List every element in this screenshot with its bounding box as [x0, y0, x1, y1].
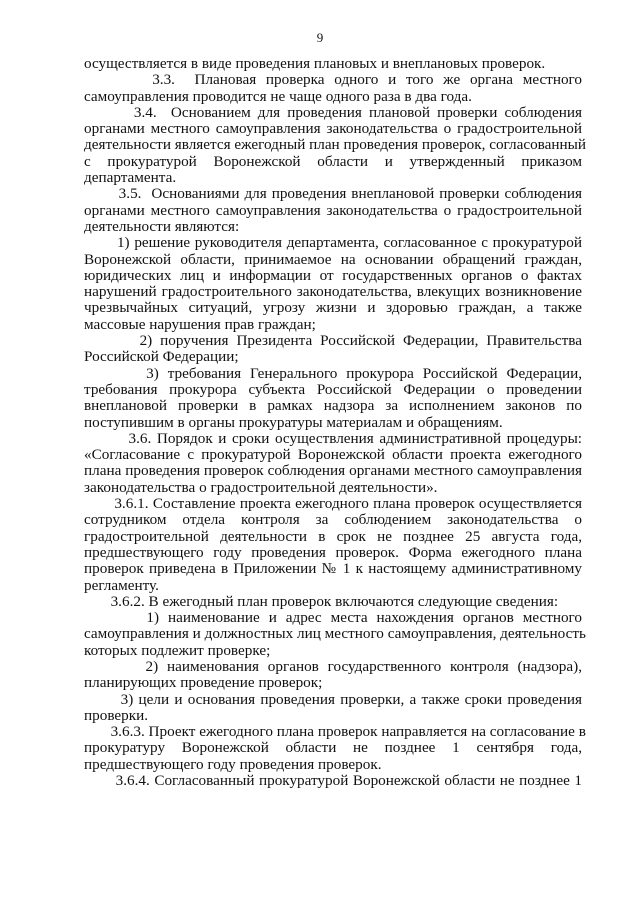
text-line: 3.4. Основанием для проведения плановой проверки соблюдения	[84, 103, 582, 121]
text-line: 3) требования Генерального прокурора Российской Федерации,	[84, 364, 582, 382]
text-line: 3.6.2. В ежегодный план проверок включаются следующие сведения:	[84, 592, 559, 610]
text-line: осуществляется в виде проведения плановых и внеплановых проверок.	[84, 55, 546, 72]
text-line: Воронежской области, принимаемое на основании обращений граждан,	[84, 250, 582, 268]
text-line: поступившим в органы прокуратуры материалам и обращениям.	[84, 413, 503, 431]
text-line: 3.6.3. Проект ежегодного плана проверок направляется на согласование в	[84, 723, 586, 741]
text-line: чрезвычайных ситуаций, угрозу жизни и здоровью граждан, а также	[84, 299, 582, 317]
text-line: законодательства о градостроительной деятельности».	[84, 478, 438, 496]
text-line: 2) поручения Президента Российской Федерации, Правительства	[84, 332, 582, 350]
text-line: 3.6.1. Составление проекта ежегодного плана проверок осуществляется	[84, 495, 582, 513]
text-line: органами местного самоуправления законодательства о градостроительной	[84, 201, 582, 219]
text-line: 3) цели и основания проведения проверки, а также сроки проведения	[84, 690, 582, 708]
text-line: плана проведения проверок соблюдения органами местного самоуправления	[84, 462, 582, 480]
text-line: внеплановой проверки в рамках надзора за исполнением законов по	[84, 397, 582, 415]
text-line: 1) решение руководителя департамента, согласованное с прокуратурой	[84, 234, 582, 252]
text-line: 3.3. Плановая проверка одного и того же органа местного	[84, 71, 582, 89]
text-line: 1) наименование и адрес места нахождения органов местного	[84, 609, 582, 627]
text-line: 3.6. Порядок и сроки осуществления административной процедуры:	[84, 429, 582, 447]
text-line: сотрудником отдела контроля за соблюдением законодательства о	[84, 511, 582, 529]
text-line: проверок приведена в Приложении № 1 к настоящему административному	[84, 560, 582, 578]
text-line: деятельности является ежегодный план проведения проверок, согласованный	[84, 136, 586, 154]
text-line: регламенту.	[84, 576, 159, 594]
text-line: прокуратуру Воронежской области не позднее 1 сентября года,	[84, 739, 582, 757]
text-line: деятельности являются:	[84, 217, 240, 235]
text-line: органами местного самоуправления законодательства о градостроительной	[84, 120, 582, 138]
text-line: самоуправления проводится не чаще одного раза в два года.	[84, 87, 472, 105]
text-line: департамента.	[84, 169, 177, 187]
text-line: нарушений градостроительного законодательства, влекущих возникновение	[84, 283, 582, 301]
text-line: 3.5. Основаниями для проведения внеплановой проверки соблюдения	[84, 185, 582, 203]
text-line: с прокуратурой Воронежской области и утвержденный приказом	[84, 152, 582, 170]
text-line: предшествующего году проведения проверок.	[84, 755, 382, 773]
text-line: планирующих проведение проверок;	[84, 674, 323, 692]
text-line: требования прокурора субъекта Российской Федерации о проведении	[84, 380, 582, 398]
text-line: массовые нарушения прав граждан;	[84, 315, 316, 333]
text-line: 3.6.4. Согласованный прокуратурой Воронежской области не позднее 1	[84, 772, 582, 790]
text-line: Российской Федерации;	[84, 348, 239, 366]
text-line: градостроительной деятельности в срок не позднее 25 августа года,	[84, 527, 582, 545]
text-line: юридических лиц и информации от государственных органов о фактах	[84, 266, 582, 284]
text-line: проверки.	[84, 706, 149, 724]
text-line: «Согласование с прокуратурой Воронежской области проекта ежегодного	[84, 446, 582, 464]
text-line: 2) наименования органов государственного контроля (надзора),	[84, 657, 582, 675]
page-number: 9	[316, 30, 324, 45]
text-line: предшествующего году проведения проверок. Форма ежегодного плана	[84, 543, 582, 561]
text-line: которых подлежит проверке;	[84, 641, 271, 659]
text-line: самоуправления и должностных лиц местного самоуправления, деятельность	[84, 625, 586, 643]
document-body	[84, 55, 586, 790]
